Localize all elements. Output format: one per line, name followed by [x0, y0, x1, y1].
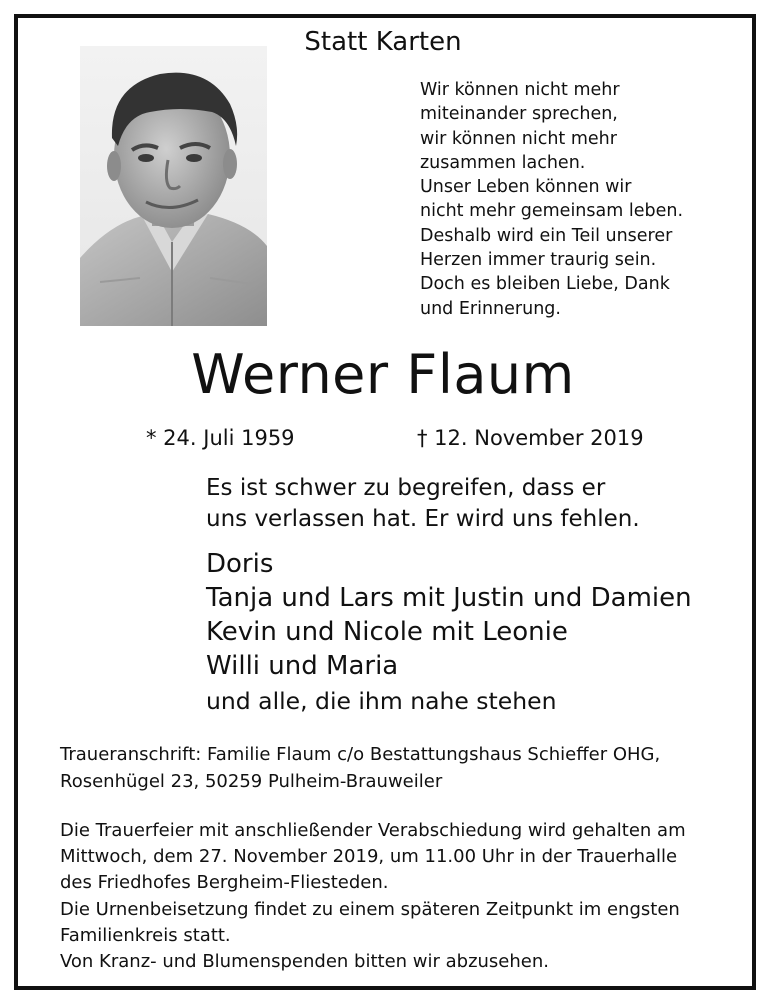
poem-line: wir können nicht mehr [420, 128, 617, 149]
notice-line: Von Kranz- und Blumenspenden bitten wir abzusehen. [60, 951, 549, 973]
ceremony-notice [60, 818, 686, 975]
family-member: Tanja und Lars mit Justin und Damien [206, 583, 692, 613]
portrait-photo [80, 46, 267, 326]
poem [420, 78, 740, 321]
family-member: Kevin und Nicole mit Leonie [206, 617, 568, 647]
poem-line: nicht mehr gemeinsam leben. [420, 201, 684, 222]
poem-line: Doch es bleiben Liebe, Dank [420, 274, 670, 295]
poem-line: und Erinnerung. [420, 298, 561, 319]
birth-date: * 24. Juli 1959 [146, 426, 295, 450]
notice-line: Mittwoch, dem 27. November 2019, um 11.00 Uhr in der Trauerhalle [60, 846, 678, 868]
death-date: † 12. November 2019 [417, 426, 644, 450]
mourning-address [60, 741, 660, 795]
address-line: Traueranschrift: Familie Flaum c/o Bestattungshaus Schieffer OHG, [60, 744, 661, 765]
notice-line: Die Trauerfeier mit anschließender Verabschiedung wird gehalten am [60, 820, 686, 841]
notice-line: des Friedhofes Bergheim-Fliesteden. [60, 872, 389, 894]
address-line: Rosenhügel 23, 50259 Pulheim-Brauweiler [60, 771, 443, 792]
quote [206, 473, 640, 535]
poem-line: miteinander sprechen, [420, 104, 618, 125]
poem-line: Deshalb wird ein Teil unserer [420, 225, 673, 246]
family-list [206, 547, 692, 719]
poem-line: Herzen immer traurig sein. [420, 250, 657, 271]
family-member: Doris [206, 549, 274, 579]
poem-line: Wir können nicht mehr [420, 80, 620, 100]
quote-line: uns verlassen hat. Er wird uns fehlen. [206, 506, 640, 532]
notice-line: Die Urnenbeisetzung findet zu einem späteren Zeitpunkt im engsten [60, 898, 680, 920]
deceased-name: Werner Flaum [191, 343, 575, 406]
poem-line: Unser Leben können wir [420, 177, 632, 198]
family-closing: und alle, die ihm nahe stehen [206, 687, 557, 715]
family-member: Willi und Maria [206, 651, 399, 681]
quote-line: Es ist schwer zu begreifen, dass er [206, 475, 606, 501]
notice-line: Familienkreis statt. [60, 924, 231, 946]
header-title: Statt Karten [304, 27, 462, 57]
poem-line: zusammen lachen. [420, 152, 586, 173]
